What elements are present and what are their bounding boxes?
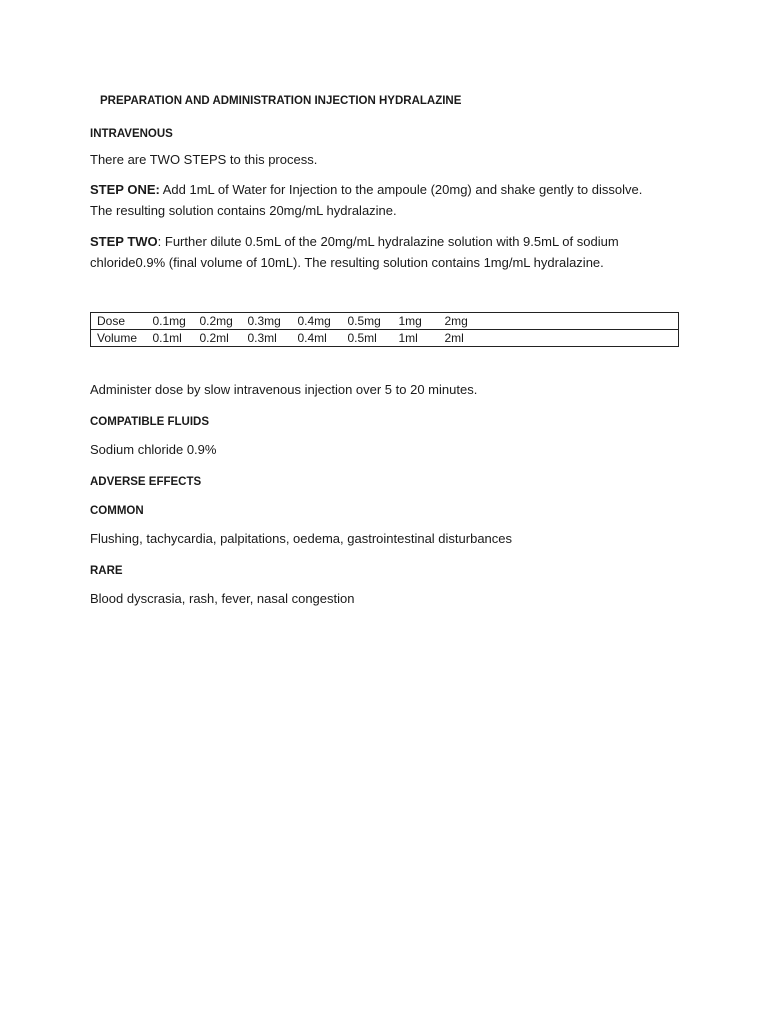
rare-heading: RARE	[90, 565, 123, 577]
table-cell: 2ml	[445, 330, 679, 347]
step-one-text-2: The resulting solution contains 20mg/mL hydralazine.	[90, 203, 397, 218]
route-heading: INTRAVENOUS	[90, 128, 173, 140]
table-cell: 2mg	[445, 313, 679, 330]
intro-text: There are TWO STEPS to this process.	[90, 152, 318, 167]
table-cell: 0.5ml	[348, 330, 399, 347]
step-two-text-1: : Further dilute 0.5mL of the 20mg/mL hydralazine solution with 9.5mL of sodium	[157, 234, 619, 249]
table-cell: 1mg	[399, 313, 445, 330]
table-row-volume	[91, 330, 679, 347]
step-two-text-2: chloride0.9% (final volume of 10mL). The resulting solution contains 1mg/mL hydralazine.	[90, 255, 604, 270]
table-cell: Dose	[91, 313, 153, 330]
table-cell: 0.5mg	[348, 313, 399, 330]
step-two-line-1	[90, 231, 680, 252]
table-cell: 0.4mg	[298, 313, 348, 330]
step-one-label: STEP ONE:	[90, 182, 160, 197]
adverse-effects-heading: ADVERSE EFFECTS	[90, 476, 202, 488]
table-row-dose	[91, 313, 679, 330]
table-cell: 0.1ml	[153, 330, 200, 347]
table-cell: Volume	[91, 330, 153, 347]
table-cell: 0.3mg	[248, 313, 298, 330]
table-cell: 0.3ml	[248, 330, 298, 347]
step-one-line-1	[90, 179, 680, 200]
table-cell: 0.1mg	[153, 313, 200, 330]
step-one-text-1: Add 1mL of Water for Injection to the ampoule (20mg) and shake gently to dissolve.	[159, 182, 643, 197]
step-two	[90, 231, 680, 273]
dose-volume-table	[90, 312, 679, 347]
document-title: PREPARATION AND ADMINISTRATION INJECTION HYDRALAZINE	[100, 95, 462, 107]
rare-effects-text: Blood dyscrasia, rash, fever, nasal congestion	[90, 591, 355, 606]
common-effects-text: Flushing, tachycardia, palpitations, oedema, gastrointestinal disturbances	[90, 531, 513, 546]
common-heading: COMMON	[90, 505, 144, 517]
step-one	[90, 179, 680, 221]
table-cell: 0.4ml	[298, 330, 348, 347]
compatible-fluids-text: Sodium chloride 0.9%	[90, 442, 217, 457]
compatible-fluids-heading: COMPATIBLE FLUIDS	[90, 416, 210, 428]
table-cell: 0.2mg	[200, 313, 248, 330]
step-two-label: STEP TWO	[90, 234, 158, 249]
table-cell: 1ml	[399, 330, 445, 347]
administer-text: Administer dose by slow intravenous injection over 5 to 20 minutes.	[90, 382, 478, 397]
table-cell: 0.2ml	[200, 330, 248, 347]
